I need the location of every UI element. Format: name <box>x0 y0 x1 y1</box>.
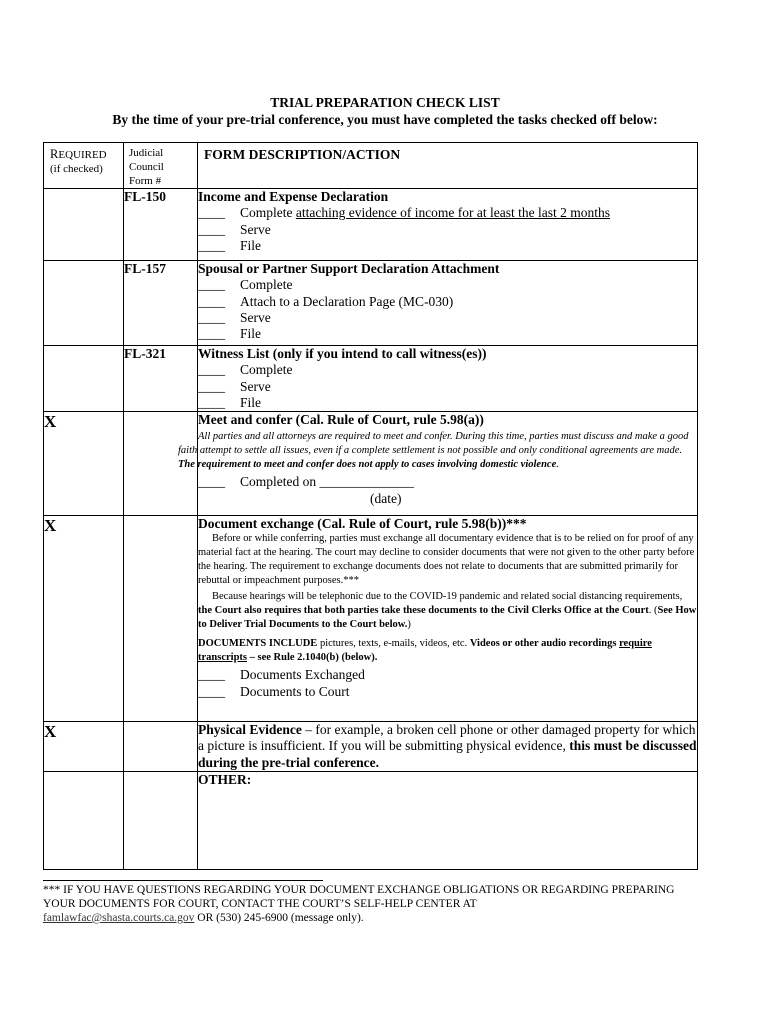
form-number <box>124 516 198 722</box>
required-cell[interactable] <box>44 772 124 870</box>
required-check-mark[interactable]: X <box>44 722 124 772</box>
row-description <box>198 261 698 346</box>
row-title: Witness List (only if you intend to call witness(es)) <box>198 346 487 361</box>
checklist-item[interactable]: ____ Documents Exchanged <box>198 667 365 683</box>
checklist-item[interactable]: ____ File <box>198 326 262 342</box>
table-row <box>44 516 698 722</box>
required-cell[interactable] <box>44 346 124 412</box>
form-number: FL-321 <box>124 346 198 412</box>
required-check-mark[interactable]: X <box>44 412 124 516</box>
form-number: FL-150 <box>124 189 198 261</box>
row-description <box>198 346 698 412</box>
row-title: OTHER: <box>198 772 252 788</box>
checklist-item[interactable]: ____ Serve <box>198 221 271 237</box>
required-subheader: (if checked) <box>50 163 103 175</box>
form-number-header: Judicial Council Form # <box>124 143 198 189</box>
form-number <box>124 772 198 870</box>
required-header: REQUIRED (if checked) <box>44 143 124 189</box>
checklist-item[interactable]: ____ Complete attaching evidence of income for at least the last 2 months <box>198 205 611 221</box>
table-row <box>44 772 698 870</box>
page-subtitle: By the time of your pre-trial conference, you must have completed the tasks checked off below: <box>112 112 658 127</box>
footer-divider <box>43 880 323 881</box>
checklist-item[interactable]: ____ Serve <box>198 309 271 325</box>
row-description <box>178 412 698 516</box>
checklist-table <box>43 142 698 870</box>
row-title: Spousal or Partner Support Declaration Attachment <box>198 261 500 276</box>
document-exchange-paragraph: Before or while conferring, parties must exchange all documentary evidence that is to be relied on for proof of any material fact at the hearing. The court may decline to consider documents that were not given to the other party before the hearing. The requirement to exchange documents does not relate to documents that are submitted primarily for rebuttal or impeachment purposes.*** <box>198 533 695 587</box>
date-label: (date) <box>370 490 402 506</box>
checklist-item[interactable]: ____ Complete <box>198 362 293 378</box>
table-row <box>44 722 698 772</box>
row-description <box>198 189 698 261</box>
row-description: Physical Evidence – for example, a broken cell phone or other damaged property for which a picture is insufficient. If you will be submitting physical evidence, this must be discussed during the pre-trial conference. <box>198 722 697 770</box>
required-cell[interactable] <box>44 189 124 261</box>
checklist-item[interactable]: ____ File <box>198 237 262 253</box>
required-cell[interactable] <box>44 261 124 346</box>
page-title: TRIAL PREPARATION CHECK LIST <box>270 95 500 110</box>
table-row <box>44 261 698 346</box>
documents-include-paragraph: DOCUMENTS INCLUDE pictures, texts, e-mails, videos, etc. Videos or other audio recordings require transcripts – see Rule 2.1040(b) (below). <box>198 638 652 664</box>
row-title: Physical Evidence <box>198 722 302 738</box>
covid-paragraph: Because hearings will be telephonic due to the COVID-19 pandemic and related social distancing requirements, the Court also requires that both parties take these documents to the Civil Clerks Office at the Court. (See How to Deliver Trial Documents to the Court below.) <box>198 591 697 631</box>
meet-confer-note: All parties and all attorneys are required to meet and confer. During this time, parties must discuss and make a good faith attempt to settle all issues, even if a complete settlement is not possible and only conditional agreements are made. The requirement to meet and confer does not apply to cases involving domestic violence. <box>178 431 689 471</box>
checklist-item[interactable]: ____ Documents to Court <box>198 683 350 699</box>
row-description <box>198 516 698 722</box>
footer-note: *** IF YOU HAVE QUESTIONS REGARDING YOUR DOCUMENT EXCHANGE OBLIGATIONS OR REGARDING PREPARING YOUR DOCUMENTS FOR COURT, CONTACT THE COURT’S SELF-HELP CENTER AT famlawfac@shasta.courts.ca.gov OR (530) 245-6900 (message only). <box>43 884 675 924</box>
row-title: Document exchange (Cal. Rule of Court, rule 5.98(b))*** <box>198 516 527 532</box>
checklist-item[interactable]: ____ Serve <box>198 378 271 394</box>
form-number: FL-157 <box>124 261 198 346</box>
row-title: Income and Expense Declaration <box>198 189 389 204</box>
checklist-item[interactable]: ____ File <box>198 394 262 410</box>
completed-on-field[interactable]: ____ Completed on ______________ <box>198 474 414 490</box>
row-description[interactable] <box>198 772 698 870</box>
table-row <box>44 346 698 412</box>
required-check-mark[interactable]: X <box>44 516 124 722</box>
table-row <box>44 412 698 516</box>
email-link[interactable]: famlawfac@shasta.courts.ca.gov <box>43 912 195 924</box>
checklist-item[interactable]: ____ Attach to a Declaration Page (MC-030) <box>198 293 454 309</box>
row-title: Meet and confer (Cal. Rule of Court, rule 5.98(a)) <box>198 412 484 428</box>
checklist-item[interactable]: ____ Complete <box>198 277 293 293</box>
description-header: FORM DESCRIPTION/ACTION <box>198 143 698 189</box>
table-row <box>44 189 698 261</box>
form-number <box>124 722 198 772</box>
table-header-row <box>44 143 698 189</box>
